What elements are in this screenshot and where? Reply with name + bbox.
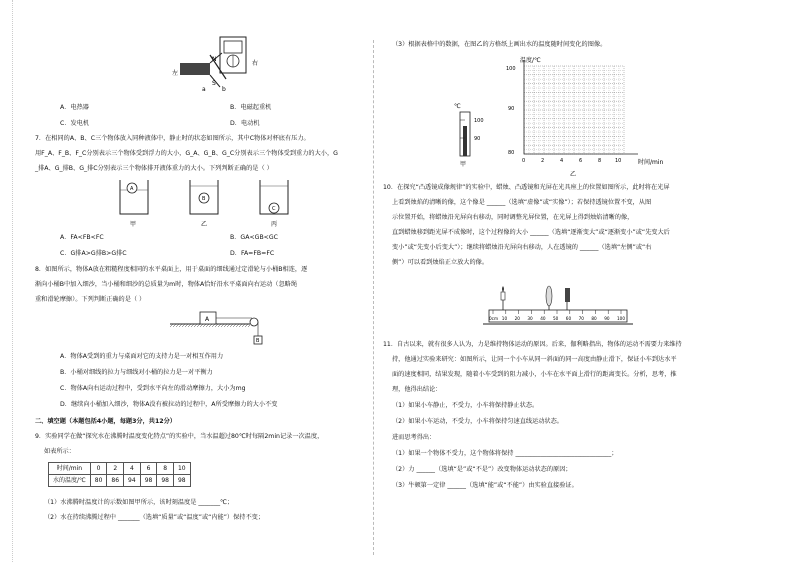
q6-option-c: C．发电机 xyxy=(60,120,90,127)
grid-xtick-10: 10 xyxy=(615,158,622,164)
bench-tick-label: 40 xyxy=(540,316,546,321)
q9-sub1: （1）水沸腾时温度计的示数如图甲所示，该时刻温度是 _______℃； xyxy=(44,499,234,506)
q11-line4: 理，他得出结论： xyxy=(392,386,442,393)
grid-xtick-4: 4 xyxy=(560,158,564,164)
q9-sub2: （2）水在持续沸腾过程中 _______（选填“质量”或“温度”或“内能”）保持不变； xyxy=(44,514,265,521)
beaker-jia xyxy=(120,180,148,228)
grid-axes xyxy=(524,60,638,154)
q8-line3: 重和滑轮摩擦）。下列判断正确的是（ ） xyxy=(35,296,146,303)
grid-ytick-80: 80 xyxy=(508,150,515,156)
grid-xtick-0: 0 xyxy=(522,158,526,164)
q8-option-b: B．小桶对细线的拉力与细线对小桶的拉力是一对平衡力 xyxy=(60,369,213,376)
grid-xtick-8: 8 xyxy=(598,158,602,164)
q8-line1: 8．如图所示，物体A放在粗糙程度相同的水平桌面上，用于桌面的细线通过定滑轮与小桶B相连，逐 xyxy=(35,266,308,273)
q7-option-c: C．G排A>G排B>G排C xyxy=(60,250,127,257)
bench-tick-label: 10 xyxy=(501,316,508,321)
q11-further: 进而思考得出： xyxy=(392,434,436,441)
ball-a: A xyxy=(130,186,134,192)
q10-line5: 变小”或“先变小后变大”）；继续将蜡烛沿光屏向右移动，人在透镜的 ______（选填“左侧”或“右 xyxy=(392,244,652,251)
table-cell: 8 xyxy=(157,463,174,475)
table-cell: 80 xyxy=(90,475,107,487)
q11-a2: （2）力 ______（选填“是”或“不是”）改变物体运动状态的原因； xyxy=(392,466,572,473)
grid-xlabel: 时间/min xyxy=(638,159,664,166)
q11-c1: （1）如果小车静止，不受力，小车将保持静止状态。 xyxy=(392,402,539,409)
q11-a3: （3）牛顿第一定律 ______（选填“能”或“不能”）由实验直接验证。 xyxy=(392,482,578,489)
bench-tick-label: 50 xyxy=(553,316,559,321)
grid-xtick-6: 6 xyxy=(579,158,583,164)
label-s: S xyxy=(212,80,216,87)
bench-tick-label: 90 xyxy=(604,316,610,321)
thermometer-figure xyxy=(448,100,498,170)
q7-option-d: D．FA=FB=FC xyxy=(230,250,275,257)
thermometer-label: 甲 xyxy=(460,161,467,168)
table-cell: 94 xyxy=(124,475,141,487)
beaker-label-bing: 丙 xyxy=(271,221,278,228)
bench-tick-label: 60 xyxy=(565,316,572,321)
bucket-b-label: B xyxy=(256,338,260,344)
q6-option-d: D．电动机 xyxy=(230,120,260,127)
bench-tick-label: 70 xyxy=(578,316,584,321)
q11-a1: （1）如果一个物体不受力，这个物体将保持 _______________________________； xyxy=(392,450,618,457)
table-cell: 0 xyxy=(90,463,107,475)
grid-xtick-2: 2 xyxy=(541,158,545,164)
table-cell: 98 xyxy=(173,475,190,487)
q11-line1: 11．自古以来，就有很多人认为，力是维持物体运动的原因。后来，伽利略指出，物体的运动不需要力来维持 xyxy=(383,341,682,348)
beaker-bing xyxy=(260,180,288,228)
q11-line2: 持，他通过实验来研究：如图所示，让同一个小车从同一斜面的同一高度由静止滑下，保证小车到达水平 xyxy=(392,356,677,363)
q7-line2: 用F_A、F_B、F_C分别表示三个物体受到浮力的大小，G_A、G_B、G_C分别表示三个物体受到重力的大小，G xyxy=(35,150,338,157)
bench-tick-label: 0cm xyxy=(489,316,499,321)
table-cell: 98 xyxy=(157,475,174,487)
beaker-label-yi: 乙 xyxy=(201,221,208,228)
q6-option-a: A．电热器 xyxy=(60,104,89,111)
bench-tick-label: 20 xyxy=(514,316,520,321)
bench-tick-label: 30 xyxy=(527,316,533,321)
q11-c2: （2）如果小车运动，不受力，小车将保持匀速直线运动状态。 xyxy=(392,418,563,425)
table-cell: 4 xyxy=(124,463,141,475)
grid-ytick-90: 90 xyxy=(508,106,515,112)
table-row xyxy=(49,475,191,487)
q8-line2: 渐向小桶B中加入细沙，当小桶和细沙的总质量为m时，物体A恰好沿水平桌面向右运动（忽略绳 xyxy=(35,281,298,288)
section-2-heading: 二、填空题（本题包括4小题，每题3分，共12分） xyxy=(35,418,176,425)
table-cell: 98 xyxy=(140,475,157,487)
table-cell: 6 xyxy=(140,463,157,475)
column-divider xyxy=(373,40,374,555)
q7-line1: 7．在相同的A、B、C三个物体放入同种液体中，静止时的状态如图所示，其中C物体对杯底有压力。 xyxy=(35,135,310,142)
ball-c: C xyxy=(272,206,276,212)
q10-line6: 侧”）可以看到烛焰正立放大的像。 xyxy=(392,259,489,266)
q9-line1: 9．实验同学在做“探究水在沸腾时温度变化特点”的实验中，当水温超过80℃时每隔2min记录一次温度， xyxy=(35,433,324,440)
temperature-grid-chart xyxy=(506,54,682,180)
q7-option-b: B．GA<GB<GC xyxy=(230,234,278,241)
block-a-label: A xyxy=(205,316,210,323)
binding-line xyxy=(12,0,14,562)
grid-ytick-100: 100 xyxy=(506,66,516,72)
q8-option-c: C．物体A向右运动过程中，受到水平向左的滑动摩擦力，大小为mg xyxy=(60,385,246,392)
beaker-label-jia: 甲 xyxy=(130,221,137,228)
q10-line3: 示位置开始，将蜡烛沿光屏向右移动，同时调整光屏位置，在光屏上得到烛焰清晰的像， xyxy=(392,214,634,221)
row-header-time: 时间/min xyxy=(49,463,91,475)
ball-b: B xyxy=(202,196,206,202)
table-cell: 86 xyxy=(107,475,124,487)
table-cell: 2 xyxy=(107,463,124,475)
q8-option-d: D．继续向小桶加入细沙，物体A没有被拉动的过程中，A所受摩擦力的大小不变 xyxy=(60,401,278,408)
q11-line3: 面的速度相同，结果发现，随着小车受到的阻力减小，小车在水平面上滑行的距离变长。分析，思考，推 xyxy=(392,371,677,378)
q6-option-b: B．电磁起重机 xyxy=(230,104,272,111)
table-row xyxy=(49,463,191,475)
beaker-yi xyxy=(190,180,218,228)
q8-pulley-figure xyxy=(170,306,280,348)
q9-data-table xyxy=(48,462,191,487)
grid-label: 乙 xyxy=(570,171,577,178)
thermometer-mark-100: 100 xyxy=(474,118,484,124)
thermometer-mark-90: 90 xyxy=(474,136,481,142)
q7-beakers-figure xyxy=(110,178,310,230)
label-right: 右 xyxy=(252,60,259,67)
label-b: b xyxy=(222,86,226,93)
bench-tick-label: 80 xyxy=(591,316,597,321)
label-n: N xyxy=(212,56,217,63)
q9-sub3: （3）根据表格中的数据，在图乙的方格纸上画出水的温度随时间变化的图像。 xyxy=(392,41,607,48)
table-cell: 10 xyxy=(173,463,190,475)
grid-ylabel: 温度/℃ xyxy=(520,57,541,64)
q9-line2: 如表所示： xyxy=(44,448,75,455)
q6-motor-figure xyxy=(170,35,260,93)
grid-lines xyxy=(524,60,638,154)
optical-bench-figure xyxy=(483,280,633,330)
label-left: 左 xyxy=(172,70,179,77)
q10-line4: 直到蜡烛移到距光屏不成像时，这个过程像的大小 ______（选填“逐渐变大”或“逐渐变小”或“先变大后 xyxy=(392,229,670,236)
q10-line2: 上看到烛焰的清晰的像，这个像是 ______（选填“虚像”或“实像”）；若保持透镜位置不变，从图 xyxy=(392,199,652,206)
q8-option-a: A．物体A受到的重力与桌面对它的支持力是一对相互作用力 xyxy=(60,353,224,360)
row-header-temp: 水的温度/℃ xyxy=(49,475,91,487)
q7-option-a: A．FA<FB<FC xyxy=(60,234,104,241)
bench-tick-label: 100 xyxy=(617,316,625,321)
label-a: a xyxy=(202,86,206,93)
thermometer-unit: ℃ xyxy=(454,103,461,110)
q10-line1: 10．在探究“凸透镜成像规律”的实验中，蜡烛、凸透镜和光屏在光具座上的位置如图所示，此时将在光屏 xyxy=(383,184,670,191)
q7-line3: _排A、G_排B、G_排C分别表示三个物体排开液体重力的大小。下列判断正确的是（ ） xyxy=(35,165,273,172)
